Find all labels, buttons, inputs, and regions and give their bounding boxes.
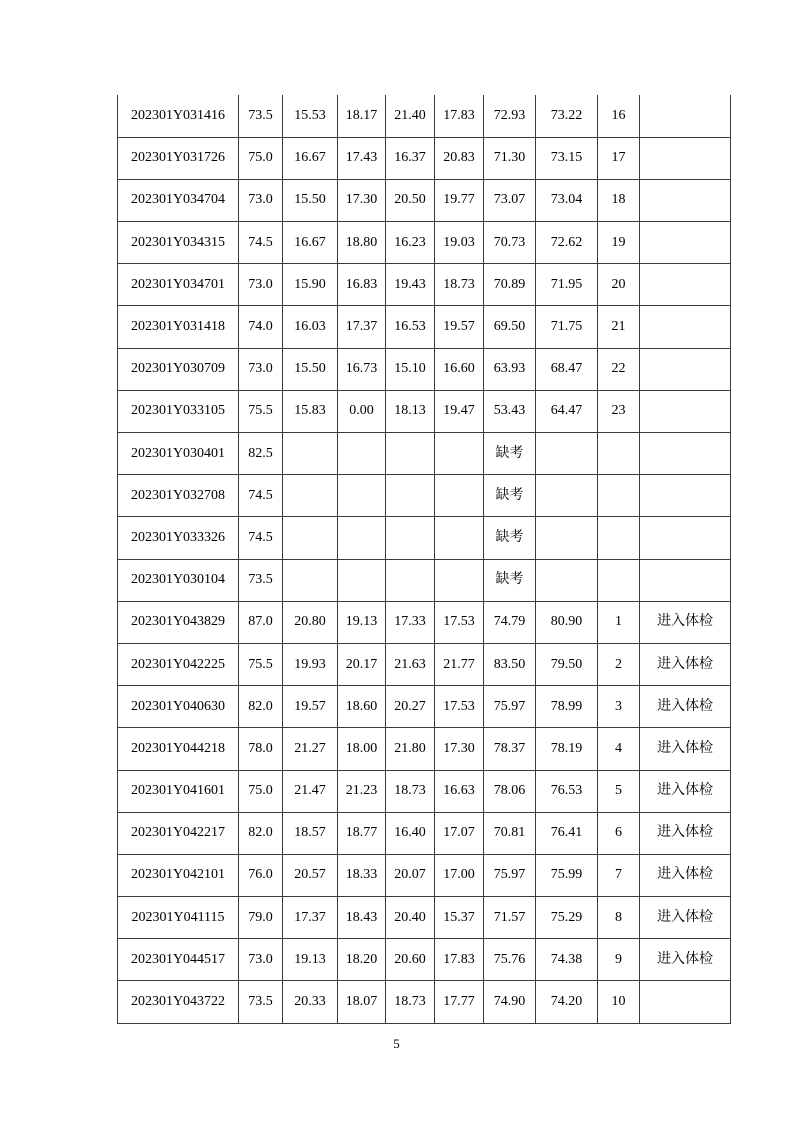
table-cell: 202301Y040630 bbox=[118, 686, 239, 728]
table-cell: 23 bbox=[598, 390, 640, 432]
table-cell: 19.03 bbox=[435, 222, 484, 264]
table-cell: 19.77 bbox=[435, 179, 484, 221]
table-cell: 64.47 bbox=[536, 390, 598, 432]
table-cell: 17.30 bbox=[435, 728, 484, 770]
table-cell: 5 bbox=[598, 770, 640, 812]
table-cell bbox=[435, 433, 484, 475]
table-cell: 74.5 bbox=[239, 517, 283, 559]
table-row bbox=[118, 433, 731, 475]
table-cell: 53.43 bbox=[484, 390, 536, 432]
table-cell: 17.43 bbox=[338, 137, 386, 179]
table-cell: 79.50 bbox=[536, 643, 598, 685]
table-cell: 16.53 bbox=[386, 306, 435, 348]
table-cell: 202301Y033105 bbox=[118, 390, 239, 432]
table-cell: 75.29 bbox=[536, 897, 598, 939]
table-cell: 18.17 bbox=[338, 95, 386, 137]
table-cell: 进入体检 bbox=[640, 854, 731, 896]
table-cell: 17.53 bbox=[435, 601, 484, 643]
table-cell: 18.07 bbox=[338, 981, 386, 1023]
table-cell: 缺考 bbox=[484, 559, 536, 601]
table-cell: 21.47 bbox=[283, 770, 338, 812]
table-row bbox=[118, 897, 731, 939]
table-cell bbox=[283, 433, 338, 475]
table-cell: 69.50 bbox=[484, 306, 536, 348]
table-cell: 16.83 bbox=[338, 264, 386, 306]
table-row bbox=[118, 601, 731, 643]
table-cell bbox=[598, 559, 640, 601]
table-cell: 18.13 bbox=[386, 390, 435, 432]
table-cell: 15.83 bbox=[283, 390, 338, 432]
table-row bbox=[118, 981, 731, 1023]
table-cell: 18.73 bbox=[435, 264, 484, 306]
table-cell bbox=[640, 981, 731, 1023]
table-row bbox=[118, 95, 731, 137]
table-cell: 202301Y043829 bbox=[118, 601, 239, 643]
table-cell: 75.97 bbox=[484, 854, 536, 896]
table-cell: 73.15 bbox=[536, 137, 598, 179]
table-cell: 20.57 bbox=[283, 854, 338, 896]
table-cell: 15.10 bbox=[386, 348, 435, 390]
table-cell bbox=[386, 559, 435, 601]
table-cell: 202301Y042217 bbox=[118, 812, 239, 854]
table-cell: 78.19 bbox=[536, 728, 598, 770]
table-cell bbox=[640, 348, 731, 390]
table-cell: 22 bbox=[598, 348, 640, 390]
table-cell: 19.57 bbox=[435, 306, 484, 348]
table-cell: 75.0 bbox=[239, 137, 283, 179]
table-cell: 进入体检 bbox=[640, 643, 731, 685]
table-cell: 16 bbox=[598, 95, 640, 137]
table-cell bbox=[640, 517, 731, 559]
table-cell: 72.93 bbox=[484, 95, 536, 137]
table-cell: 18 bbox=[598, 179, 640, 221]
table-row bbox=[118, 475, 731, 517]
table-cell bbox=[640, 390, 731, 432]
table-cell bbox=[338, 517, 386, 559]
table-cell bbox=[338, 475, 386, 517]
table-cell: 73.5 bbox=[239, 95, 283, 137]
table-cell: 202301Y031416 bbox=[118, 95, 239, 137]
table-cell: 缺考 bbox=[484, 517, 536, 559]
table-cell: 进入体检 bbox=[640, 812, 731, 854]
table-cell: 70.73 bbox=[484, 222, 536, 264]
score-table bbox=[117, 95, 731, 1024]
table-cell: 18.20 bbox=[338, 939, 386, 981]
table-cell: 4 bbox=[598, 728, 640, 770]
table-cell: 87.0 bbox=[239, 601, 283, 643]
table-row bbox=[118, 390, 731, 432]
table-cell: 76.0 bbox=[239, 854, 283, 896]
table-cell: 19.13 bbox=[283, 939, 338, 981]
table-cell: 20.40 bbox=[386, 897, 435, 939]
table-cell: 74.0 bbox=[239, 306, 283, 348]
table-cell: 70.89 bbox=[484, 264, 536, 306]
table-row bbox=[118, 137, 731, 179]
table-row bbox=[118, 306, 731, 348]
table-cell: 20.07 bbox=[386, 854, 435, 896]
table-row bbox=[118, 728, 731, 770]
table-cell: 202301Y031726 bbox=[118, 137, 239, 179]
table-cell: 20.27 bbox=[386, 686, 435, 728]
table-cell: 15.37 bbox=[435, 897, 484, 939]
table-cell: 74.5 bbox=[239, 222, 283, 264]
table-cell: 202301Y042101 bbox=[118, 854, 239, 896]
page-number: 5 bbox=[393, 1036, 400, 1051]
table-cell: 缺考 bbox=[484, 433, 536, 475]
table-cell: 19.93 bbox=[283, 643, 338, 685]
table-cell: 75.5 bbox=[239, 390, 283, 432]
table-cell bbox=[640, 222, 731, 264]
table-cell: 3 bbox=[598, 686, 640, 728]
table-cell: 21.77 bbox=[435, 643, 484, 685]
table-cell: 17.53 bbox=[435, 686, 484, 728]
table-cell: 15.53 bbox=[283, 95, 338, 137]
table-cell: 71.30 bbox=[484, 137, 536, 179]
table-cell: 进入体检 bbox=[640, 770, 731, 812]
table-cell: 17.77 bbox=[435, 981, 484, 1023]
table-cell: 18.80 bbox=[338, 222, 386, 264]
table-cell: 73.0 bbox=[239, 348, 283, 390]
table-cell: 18.57 bbox=[283, 812, 338, 854]
table-cell: 7 bbox=[598, 854, 640, 896]
table-cell bbox=[640, 179, 731, 221]
table-row bbox=[118, 939, 731, 981]
table-cell bbox=[338, 559, 386, 601]
table-cell: 74.90 bbox=[484, 981, 536, 1023]
table-cell: 202301Y044517 bbox=[118, 939, 239, 981]
table-cell: 76.53 bbox=[536, 770, 598, 812]
table-row bbox=[118, 222, 731, 264]
table-cell: 73.22 bbox=[536, 95, 598, 137]
table-cell: 21.27 bbox=[283, 728, 338, 770]
table-cell: 18.73 bbox=[386, 981, 435, 1023]
table-cell: 78.0 bbox=[239, 728, 283, 770]
table-cell: 202301Y030401 bbox=[118, 433, 239, 475]
table-cell: 17.37 bbox=[283, 897, 338, 939]
table-cell: 202301Y044218 bbox=[118, 728, 239, 770]
table-cell: 进入体检 bbox=[640, 897, 731, 939]
table-cell: 15.50 bbox=[283, 348, 338, 390]
table-cell bbox=[598, 433, 640, 475]
table-cell: 78.06 bbox=[484, 770, 536, 812]
table-cell: 73.0 bbox=[239, 179, 283, 221]
table-cell: 202301Y034701 bbox=[118, 264, 239, 306]
table-cell: 17.30 bbox=[338, 179, 386, 221]
table-cell bbox=[640, 95, 731, 137]
table-cell: 73.0 bbox=[239, 264, 283, 306]
table-cell: 20.17 bbox=[338, 643, 386, 685]
table-cell bbox=[435, 559, 484, 601]
table-cell: 16.67 bbox=[283, 137, 338, 179]
table-cell bbox=[283, 517, 338, 559]
table-cell: 19 bbox=[598, 222, 640, 264]
table-cell: 74.79 bbox=[484, 601, 536, 643]
table-cell: 缺考 bbox=[484, 475, 536, 517]
table-cell: 73.0 bbox=[239, 939, 283, 981]
table-cell bbox=[536, 517, 598, 559]
table-cell: 82.5 bbox=[239, 433, 283, 475]
table-cell: 20.60 bbox=[386, 939, 435, 981]
table-cell: 82.0 bbox=[239, 686, 283, 728]
table-cell bbox=[640, 137, 731, 179]
table-cell: 202301Y033326 bbox=[118, 517, 239, 559]
table-row bbox=[118, 264, 731, 306]
table-cell: 1 bbox=[598, 601, 640, 643]
table-cell: 21.40 bbox=[386, 95, 435, 137]
table-row bbox=[118, 686, 731, 728]
table-cell: 83.50 bbox=[484, 643, 536, 685]
table-cell: 16.67 bbox=[283, 222, 338, 264]
table-cell bbox=[435, 475, 484, 517]
table-cell: 17.83 bbox=[435, 95, 484, 137]
table-cell bbox=[283, 559, 338, 601]
table-cell: 19.13 bbox=[338, 601, 386, 643]
table-cell: 73.5 bbox=[239, 981, 283, 1023]
table-cell bbox=[536, 475, 598, 517]
table-cell: 6 bbox=[598, 812, 640, 854]
table-cell: 16.73 bbox=[338, 348, 386, 390]
table-row bbox=[118, 559, 731, 601]
table-cell bbox=[640, 433, 731, 475]
table-row bbox=[118, 854, 731, 896]
table-cell: 202301Y034704 bbox=[118, 179, 239, 221]
table-cell bbox=[386, 475, 435, 517]
table-cell bbox=[640, 559, 731, 601]
table-cell: 18.60 bbox=[338, 686, 386, 728]
table-cell: 15.50 bbox=[283, 179, 338, 221]
table-cell: 16.40 bbox=[386, 812, 435, 854]
table-cell: 19.57 bbox=[283, 686, 338, 728]
table-cell: 80.90 bbox=[536, 601, 598, 643]
table-cell: 202301Y043722 bbox=[118, 981, 239, 1023]
table-cell: 75.5 bbox=[239, 643, 283, 685]
table-cell: 进入体检 bbox=[640, 601, 731, 643]
table-cell: 19.47 bbox=[435, 390, 484, 432]
table-cell bbox=[386, 517, 435, 559]
table-cell bbox=[435, 517, 484, 559]
table-cell: 75.97 bbox=[484, 686, 536, 728]
table-cell bbox=[640, 475, 731, 517]
table-cell: 82.0 bbox=[239, 812, 283, 854]
table-cell: 18.43 bbox=[338, 897, 386, 939]
table-cell: 73.5 bbox=[239, 559, 283, 601]
table-cell: 75.99 bbox=[536, 854, 598, 896]
table-cell: 63.93 bbox=[484, 348, 536, 390]
score-table-body bbox=[118, 95, 731, 1023]
table-cell: 202301Y041115 bbox=[118, 897, 239, 939]
table-cell: 17 bbox=[598, 137, 640, 179]
table-cell: 202301Y041601 bbox=[118, 770, 239, 812]
table-cell: 79.0 bbox=[239, 897, 283, 939]
table-cell: 8 bbox=[598, 897, 640, 939]
table-cell: 进入体检 bbox=[640, 939, 731, 981]
table-cell: 20.83 bbox=[435, 137, 484, 179]
table-row bbox=[118, 643, 731, 685]
table-cell: 70.81 bbox=[484, 812, 536, 854]
table-cell: 17.00 bbox=[435, 854, 484, 896]
table-cell: 15.90 bbox=[283, 264, 338, 306]
table-cell: 16.63 bbox=[435, 770, 484, 812]
table-row bbox=[118, 517, 731, 559]
table-cell: 75.76 bbox=[484, 939, 536, 981]
table-cell: 0.00 bbox=[338, 390, 386, 432]
table-row bbox=[118, 179, 731, 221]
table-cell bbox=[598, 517, 640, 559]
table-row bbox=[118, 812, 731, 854]
table-cell: 20 bbox=[598, 264, 640, 306]
table-cell bbox=[640, 264, 731, 306]
table-cell: 18.00 bbox=[338, 728, 386, 770]
table-cell: 74.38 bbox=[536, 939, 598, 981]
table-cell: 71.75 bbox=[536, 306, 598, 348]
table-cell: 73.04 bbox=[536, 179, 598, 221]
table-cell: 16.60 bbox=[435, 348, 484, 390]
table-cell: 68.47 bbox=[536, 348, 598, 390]
table-cell: 20.33 bbox=[283, 981, 338, 1023]
table-cell: 18.33 bbox=[338, 854, 386, 896]
table-cell: 78.99 bbox=[536, 686, 598, 728]
table-cell: 9 bbox=[598, 939, 640, 981]
table-cell bbox=[536, 433, 598, 475]
table-cell: 73.07 bbox=[484, 179, 536, 221]
table-cell: 71.95 bbox=[536, 264, 598, 306]
table-cell: 10 bbox=[598, 981, 640, 1023]
table-cell: 21.63 bbox=[386, 643, 435, 685]
table-cell: 进入体检 bbox=[640, 728, 731, 770]
table-cell: 21.23 bbox=[338, 770, 386, 812]
table-cell: 21.80 bbox=[386, 728, 435, 770]
table-cell: 72.62 bbox=[536, 222, 598, 264]
table-cell: 17.33 bbox=[386, 601, 435, 643]
table-cell: 202301Y031418 bbox=[118, 306, 239, 348]
table-cell: 75.0 bbox=[239, 770, 283, 812]
table-cell: 202301Y030104 bbox=[118, 559, 239, 601]
table-cell: 202301Y042225 bbox=[118, 643, 239, 685]
table-cell: 202301Y034315 bbox=[118, 222, 239, 264]
table-cell bbox=[536, 559, 598, 601]
table-cell: 202301Y030709 bbox=[118, 348, 239, 390]
table-cell: 202301Y032708 bbox=[118, 475, 239, 517]
table-cell: 76.41 bbox=[536, 812, 598, 854]
table-cell: 17.83 bbox=[435, 939, 484, 981]
table-cell: 17.37 bbox=[338, 306, 386, 348]
table-cell: 19.43 bbox=[386, 264, 435, 306]
table-cell: 78.37 bbox=[484, 728, 536, 770]
table-cell bbox=[598, 475, 640, 517]
table-cell: 18.73 bbox=[386, 770, 435, 812]
table-cell: 2 bbox=[598, 643, 640, 685]
table-cell: 16.03 bbox=[283, 306, 338, 348]
table-cell: 16.23 bbox=[386, 222, 435, 264]
table-cell: 进入体检 bbox=[640, 686, 731, 728]
table-cell bbox=[283, 475, 338, 517]
table-cell: 74.20 bbox=[536, 981, 598, 1023]
table-cell bbox=[640, 306, 731, 348]
table-cell: 71.57 bbox=[484, 897, 536, 939]
table-cell: 20.50 bbox=[386, 179, 435, 221]
table-cell: 16.37 bbox=[386, 137, 435, 179]
table-cell: 18.77 bbox=[338, 812, 386, 854]
table-cell: 17.07 bbox=[435, 812, 484, 854]
table-cell: 20.80 bbox=[283, 601, 338, 643]
table-cell bbox=[386, 433, 435, 475]
table-cell: 74.5 bbox=[239, 475, 283, 517]
table-cell bbox=[338, 433, 386, 475]
table-cell: 21 bbox=[598, 306, 640, 348]
table-row bbox=[118, 348, 731, 390]
table-row bbox=[118, 770, 731, 812]
